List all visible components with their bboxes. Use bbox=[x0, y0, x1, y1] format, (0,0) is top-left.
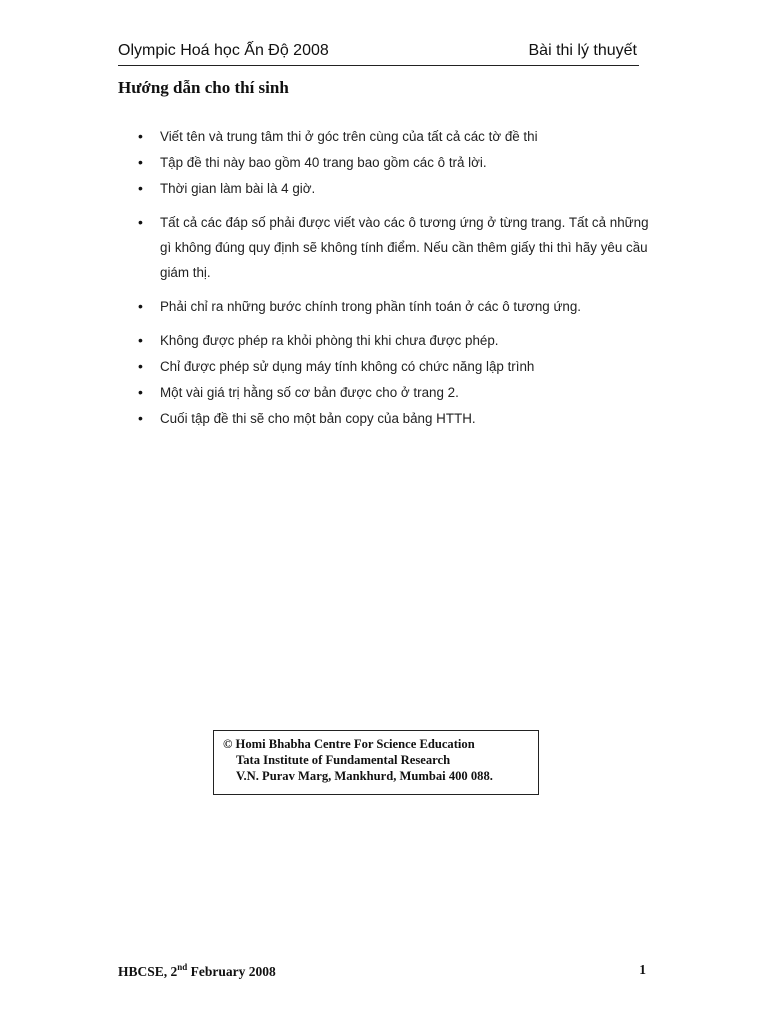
copyright-box bbox=[213, 730, 539, 795]
copyright-line: © Homi Bhabha Centre For Science Education bbox=[223, 737, 475, 751]
instruction-item: • Chỉ được phép sử dụng máy tính không có chức năng lập trình bbox=[160, 354, 660, 379]
page-header bbox=[118, 42, 639, 66]
page-footer bbox=[118, 962, 646, 982]
instruction-item: • Thời gian làm bài là 4 giờ. bbox=[160, 176, 660, 201]
footer-date-ordinal: nd bbox=[177, 962, 188, 972]
instruction-item: • Không được phép ra khỏi phòng thi khi chưa được phép. bbox=[160, 328, 660, 353]
footer-date bbox=[118, 962, 276, 980]
copyright-line: Tata Institute of Fundamental Research bbox=[236, 753, 451, 767]
section-title: Hướng dẫn cho thí sinh bbox=[118, 78, 289, 97]
header-title: Olympic Hoá học Ấn Độ 2008 bbox=[118, 42, 329, 59]
footer-date-suffix: February 2008 bbox=[187, 964, 276, 979]
header-exam-type: Bài thi lý thuyết bbox=[528, 42, 637, 59]
page-number: 1 bbox=[639, 962, 646, 977]
instruction-item: • Một vài giá trị hằng số cơ bản được cho ở trang 2. bbox=[160, 380, 660, 405]
copyright-line: V.N. Purav Marg, Mankhurd, Mumbai 400 088. bbox=[236, 769, 493, 783]
instruction-item: • Cuối tập đề thi sẽ cho một bản copy của bảng HTTH. bbox=[160, 406, 660, 431]
instruction-item: • Tất cả các đáp số phải được viết vào các ô tương ứng ở từng trang. Tất cả những gì không đúng quy định sẽ không tính điểm. Nếu cần thêm giấy thi thì hãy yêu cầu giám thị. bbox=[160, 210, 660, 285]
instruction-item: • Tập đề thi này bao gồm 40 trang bao gồm các ô trả lời. bbox=[160, 150, 660, 175]
footer-date-prefix: HBCSE, 2 bbox=[118, 964, 178, 979]
instruction-item: • Viết tên và trung tâm thi ở góc trên cùng của tất cả các tờ đề thi bbox=[160, 124, 660, 149]
instruction-item: • Phải chỉ ra những bước chính trong phần tính toán ở các ô tương ứng. bbox=[160, 294, 660, 319]
